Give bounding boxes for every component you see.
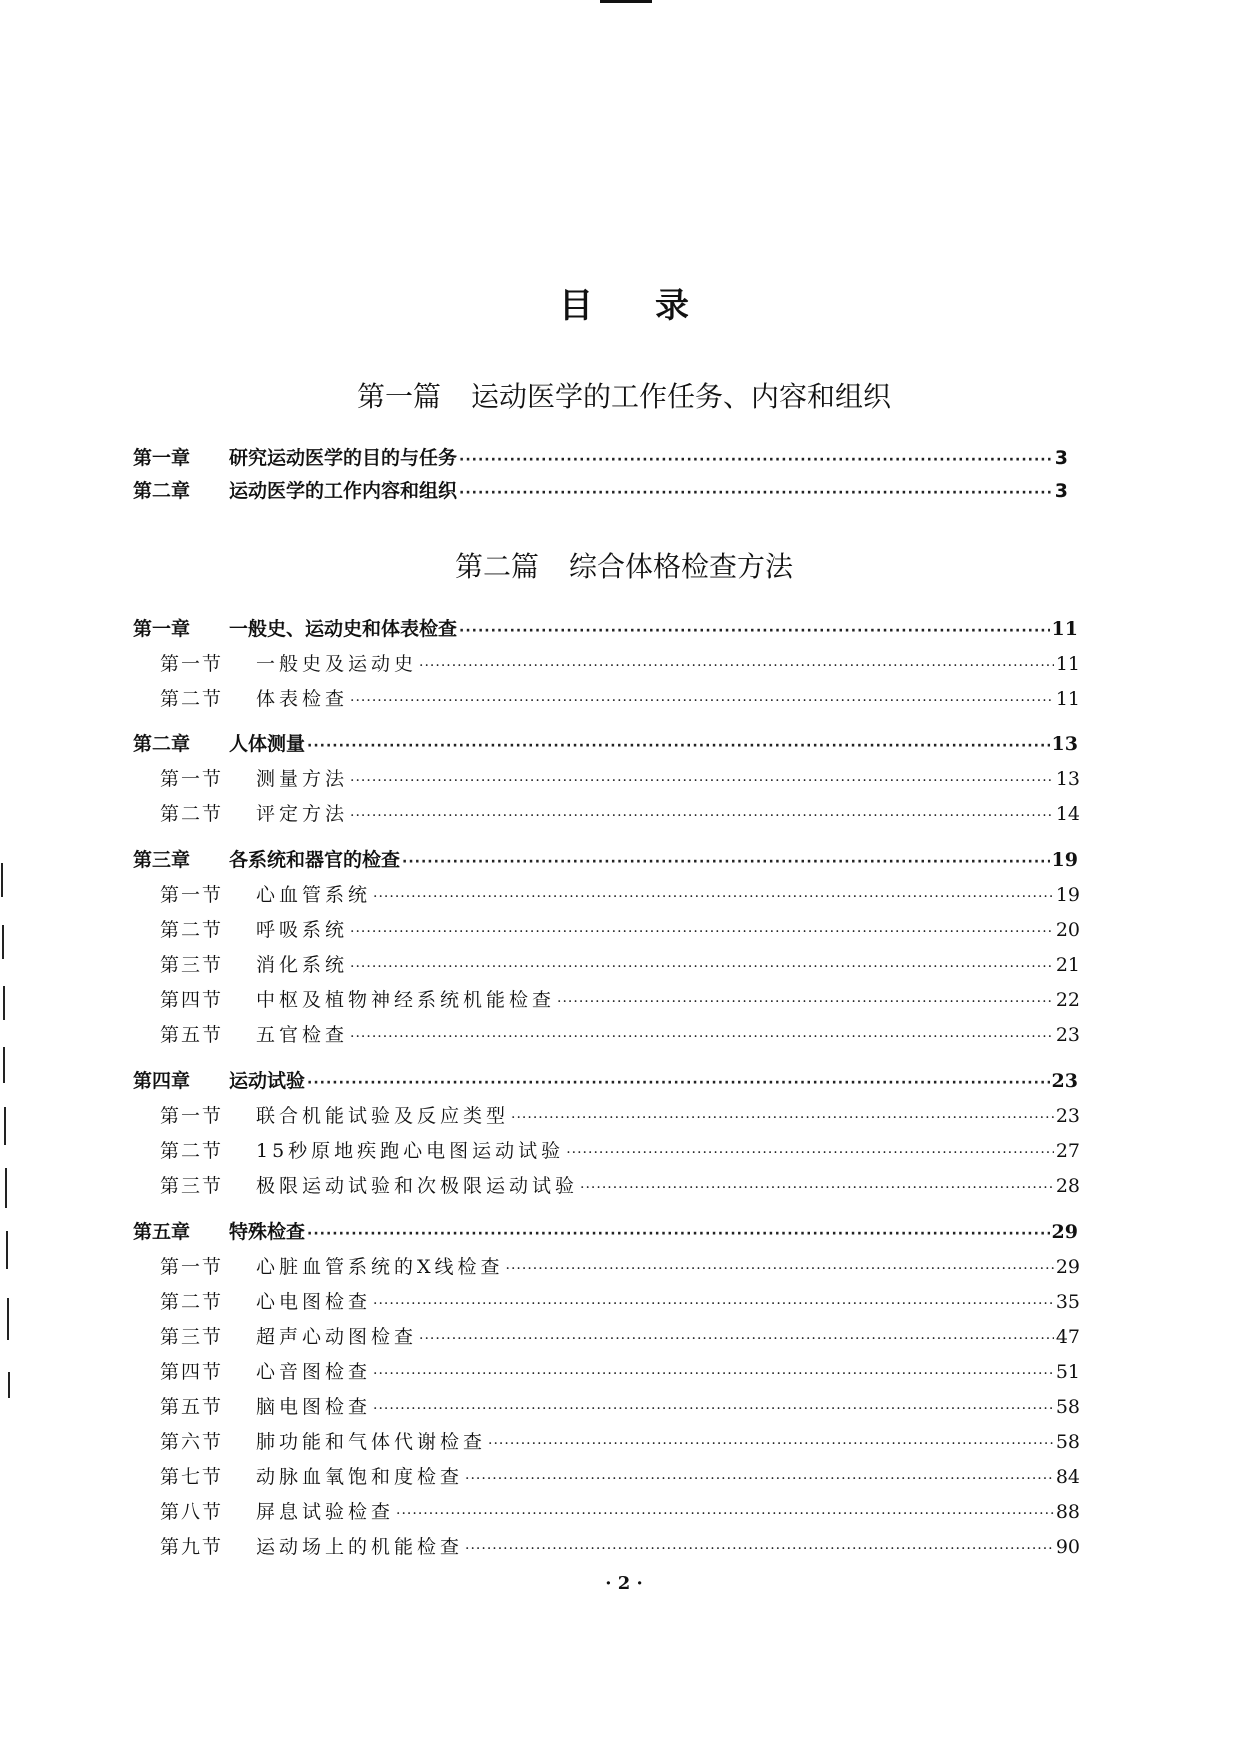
page-number: 11 [1055,688,1080,710]
toc-section-row[interactable] [160,799,1080,826]
section-title: 动脉血氧饱和度检查 [256,1466,464,1488]
chapter-number: 第一章 [133,618,191,640]
page-number: 47 [1055,1326,1080,1348]
dot-leader [350,693,1054,709]
scan-edge-mark [4,1107,6,1145]
page-number: 88 [1055,1501,1080,1523]
page-number: 21 [1055,954,1080,976]
section-number: 第五节 [160,1396,224,1418]
section-title: 运动场上的机能检查 [256,1536,464,1558]
page-number: 19 [1051,849,1078,871]
toc-section-row[interactable] [160,764,1080,791]
toc-section-row[interactable] [160,649,1080,676]
page-number: 11 [1051,618,1078,640]
chapter-title: 特殊检查 [229,1221,306,1243]
section-number: 第三节 [160,954,224,976]
toc-section-row[interactable] [160,1357,1080,1384]
section-number: 第七节 [160,1466,224,1488]
section-number: 第二节 [160,1140,224,1162]
section-title: 15秒原地疾跑心电图运动试验 [256,1140,565,1162]
dot-leader [350,808,1054,824]
chapter-title: 一般史、运动史和体表检查 [229,618,458,640]
section-title: 中枢及植物神经系统机能检查 [256,989,556,1011]
dot-leader [511,1110,1054,1126]
section-title: 测量方法 [256,768,349,790]
part-number: 第一篇 [356,380,441,413]
section-number: 第六节 [160,1431,224,1453]
section-title: 肺功能和气体代谢检查 [256,1431,487,1453]
toc-chapter-row[interactable] [133,614,1078,641]
chapter-title: 人体测量 [229,733,306,755]
dot-leader [419,658,1054,674]
scan-edge-mark [3,986,5,1020]
dot-leader [350,959,1054,975]
page-number: 3 [1054,480,1068,502]
dot-leader [506,1261,1054,1277]
dot-leader [459,623,1050,639]
part-number: 第二篇 [454,550,539,583]
section-number: 第四节 [160,1361,224,1383]
page-number: 11 [1055,653,1080,675]
page-number: 27 [1055,1140,1080,1162]
section-number: 第二节 [160,803,224,825]
page-number: 90 [1055,1536,1080,1558]
section-number: 第三节 [160,1175,224,1197]
section-number: 第八节 [160,1501,224,1523]
section-title: 极限运动试验和次极限运动试验 [256,1175,579,1197]
toc-section-row[interactable] [160,985,1080,1012]
page-number: 23 [1051,1070,1078,1092]
toc-section-row[interactable] [160,1392,1080,1419]
page-title [0,278,1248,327]
toc-chapter-row[interactable] [133,845,1078,872]
section-title: 评定方法 [256,803,349,825]
section-number: 第一节 [160,768,224,790]
toc-section-row[interactable] [160,1497,1080,1524]
scan-edge-mark [2,925,4,959]
page-number: 58 [1055,1396,1080,1418]
toc-chapter-row[interactable] [133,1217,1078,1244]
page-title-right: 录 [655,286,689,326]
toc-section-row[interactable] [160,1171,1080,1198]
toc-section-row[interactable] [160,1252,1080,1279]
page-number: 3 [1054,447,1068,469]
chapter-number: 第四章 [133,1070,191,1092]
section-number: 第二节 [160,688,224,710]
page-number: 22 [1055,989,1080,1011]
toc-section-row[interactable] [160,1427,1080,1454]
section-number: 第九节 [160,1536,224,1558]
page-number: 51 [1055,1361,1080,1383]
dot-leader [566,1145,1054,1161]
page-number: 13 [1055,768,1080,790]
chapter-title: 研究运动医学的目的与任务 [229,447,458,469]
section-title: 体表检查 [256,688,349,710]
toc-section-row[interactable] [160,880,1080,907]
toc-section-row[interactable] [160,950,1080,977]
part-heading [0,375,1248,415]
toc-section-row[interactable] [160,1101,1080,1128]
section-title: 呼吸系统 [256,919,349,941]
dot-leader [307,1075,1050,1091]
section-title: 联合机能试验及反应类型 [256,1105,510,1127]
scan-edge-mark [3,1047,5,1083]
toc-chapter-row[interactable] [133,729,1078,756]
chapter-number: 第二章 [133,480,191,502]
scan-mark-top [600,0,652,3]
chapter-number: 第五章 [133,1221,191,1243]
dot-leader [396,1506,1054,1522]
dot-leader [307,738,1050,754]
chapter-number: 第一章 [133,447,191,469]
section-title: 心电图检查 [256,1291,372,1313]
page-number: 35 [1055,1291,1080,1313]
toc-section-row[interactable] [160,1462,1080,1489]
section-title: 脑电图检查 [256,1396,372,1418]
dot-leader [580,1180,1054,1196]
dot-leader [419,1331,1054,1347]
page-number: 14 [1055,803,1080,825]
section-number: 第一节 [160,653,224,675]
scan-edge-mark [7,1298,9,1340]
dot-leader [350,773,1054,789]
dot-leader [373,1366,1054,1382]
section-title: 屏息试验检查 [256,1501,395,1523]
chapter-number: 第三章 [133,849,191,871]
dot-leader [350,924,1054,940]
dot-leader [307,1226,1050,1242]
dot-leader [459,485,1053,501]
dot-leader [465,1471,1054,1487]
section-title: 一般史及运动史 [256,653,418,675]
dot-leader [465,1541,1054,1557]
dot-leader [350,1029,1054,1045]
toc-section-row[interactable] [160,684,1080,711]
scan-edge-mark [8,1372,10,1398]
scan-edge-mark [1,863,3,897]
footer-page-number: · 2 · [605,1573,643,1594]
section-title: 心血管系统 [256,884,372,906]
section-title: 五官检查 [256,1024,349,1046]
section-number: 第三节 [160,1326,224,1348]
part-heading [0,545,1248,585]
page-number: 58 [1055,1431,1080,1453]
chapter-number: 第二章 [133,733,191,755]
page-number: 20 [1055,919,1080,941]
page-number: 29 [1051,1221,1078,1243]
dot-leader [373,1296,1054,1312]
dot-leader [373,889,1054,905]
dot-leader [557,994,1054,1010]
toc-section-row[interactable] [160,1136,1080,1163]
dot-leader [373,1401,1054,1417]
section-number: 第一节 [160,1105,224,1127]
toc-section-row[interactable] [160,915,1080,942]
toc-chapter-row[interactable] [133,476,1068,503]
page-number: 29 [1055,1256,1080,1278]
page-number: 23 [1055,1105,1080,1127]
section-title: 消化系统 [256,954,349,976]
section-number: 第二节 [160,1291,224,1313]
dot-leader [459,452,1053,468]
section-number: 第二节 [160,919,224,941]
page-number: 13 [1051,733,1078,755]
chapter-title: 各系统和器官的检查 [229,849,401,871]
page-number: 19 [1055,884,1080,906]
page-title-left: 目 [559,286,593,326]
section-title: 心脏血管系统的X线检查 [256,1256,504,1278]
toc-chapter-row[interactable] [133,443,1068,470]
toc-section-row[interactable] [160,1287,1080,1314]
toc-section-row[interactable] [160,1532,1080,1559]
toc-section-row[interactable] [160,1020,1080,1047]
section-number: 第四节 [160,989,224,1011]
toc-section-row[interactable] [160,1322,1080,1349]
scan-edge-mark [6,1231,8,1269]
section-number: 第五节 [160,1024,224,1046]
section-title: 超声心动图检查 [256,1326,418,1348]
dot-leader [488,1436,1054,1452]
section-title: 心音图检查 [256,1361,372,1383]
toc-chapter-row[interactable] [133,1066,1078,1093]
dot-leader [402,854,1050,870]
page-number: 23 [1055,1024,1080,1046]
chapter-title: 运动试验 [229,1070,306,1092]
page-number: 84 [1055,1466,1080,1488]
section-number: 第一节 [160,884,224,906]
scan-edge-mark [5,1168,7,1208]
page-number: 28 [1055,1175,1080,1197]
part-title: 运动医学的工作任务、内容和组织 [471,380,892,413]
section-number: 第一节 [160,1256,224,1278]
chapter-title: 运动医学的工作内容和组织 [229,480,458,502]
part-title: 综合体格检查方法 [569,550,794,583]
